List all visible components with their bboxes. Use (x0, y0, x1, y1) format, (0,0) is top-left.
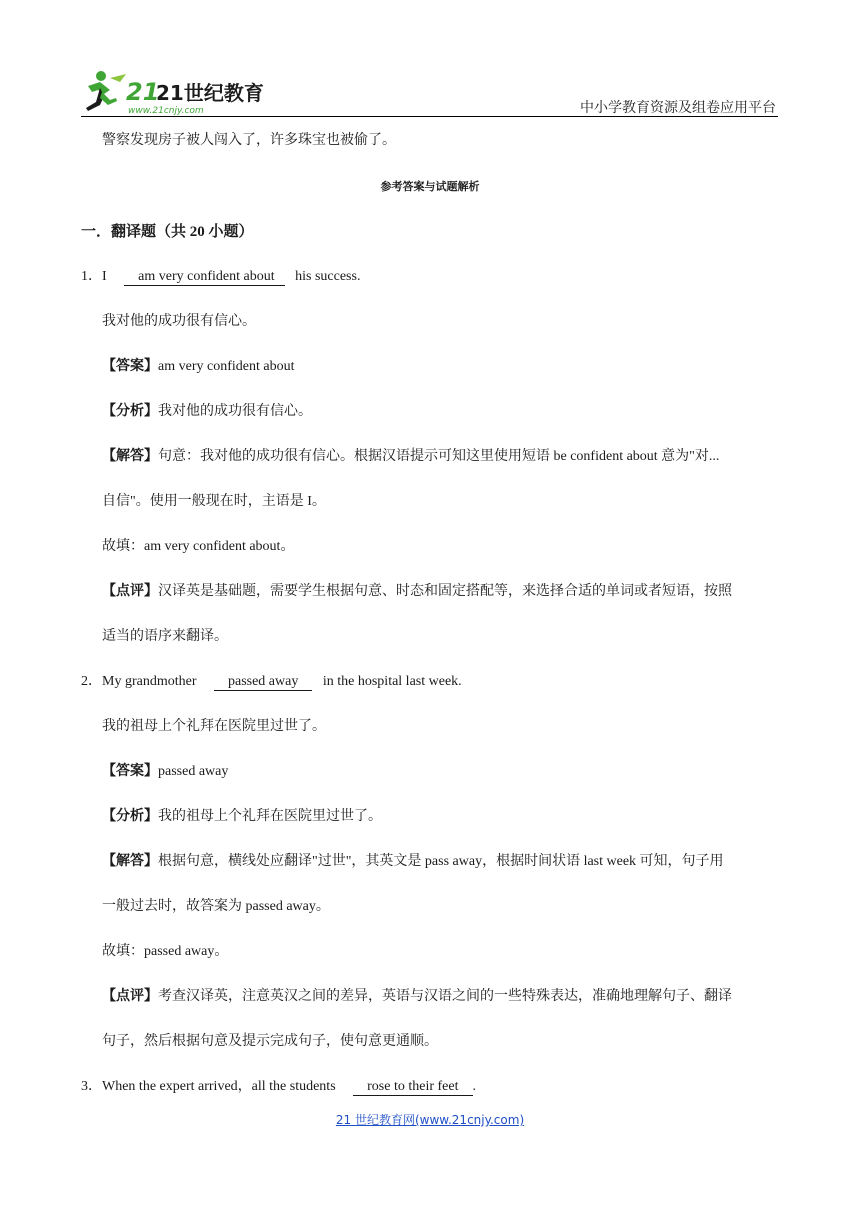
question-post: in the hospital last week. (322, 674, 462, 689)
answer-blank: am very confident about (124, 269, 284, 286)
q1-answer (102, 357, 294, 377)
comment-tag: 【点评】 (102, 989, 158, 1004)
section-title: 一．翻译题（共 20 小题） (81, 224, 254, 240)
q1-solution-cont: 自信"。使用一般现在时，主语是 I。 (102, 494, 326, 509)
answer-text: am very confident about (158, 359, 295, 374)
q2-answer (102, 762, 228, 782)
solution-text: 根据句意，横线处应翻译"过世"，其英文是 pass away，根据时间状语 last week 可知，句子用 (158, 854, 724, 869)
answer-blank: rose to their feet (353, 1079, 472, 1096)
q2-chinese: 我的祖母上个礼拜在医院里过世了。 (102, 719, 326, 734)
site-logo (80, 68, 264, 118)
question-pre: I (102, 269, 107, 284)
q2-solution (102, 852, 724, 872)
question-number: 1． (81, 269, 102, 284)
analysis-text: 我的祖母上个礼拜在医院里过世了。 (158, 809, 382, 824)
q1-fill: 故填：am very confident about。 (102, 539, 295, 554)
answer-tag: 【答案】 (102, 764, 158, 779)
page-footer (0, 1111, 860, 1128)
question-number: 3． (81, 1079, 102, 1094)
intro-line: 警察发现房子被人闯入了，许多珠宝也被偷了。 (102, 133, 396, 148)
solution-tag: 【解答】 (102, 854, 158, 869)
question-number: 2． (81, 674, 102, 689)
analysis-tag: 【分析】 (102, 404, 158, 419)
q2-comment-cont: 句子，然后根据句意及提示完成句子，使句意更通顺。 (102, 1034, 438, 1049)
footer-link[interactable]: 21 世纪教育网(www.21cnjy.com) (335, 1113, 525, 1127)
platform-name: 中小学教育资源及组卷应用平台 (580, 100, 776, 116)
header-divider (81, 116, 778, 117)
runner-icon (86, 71, 126, 111)
analysis-tag: 【分析】 (102, 809, 158, 824)
q1-solution (102, 447, 719, 467)
q1-analysis (102, 402, 312, 422)
logo-url: www.21cnjy.com (128, 106, 204, 116)
answer-text: passed away (158, 764, 229, 779)
question-1 (81, 267, 360, 287)
q2-solution-cont: 一般过去时，故答案为 passed away。 (102, 899, 330, 914)
q1-comment-cont: 适当的语序来翻译。 (102, 629, 228, 644)
solution-tag: 【解答】 (102, 449, 158, 464)
question-post: his success. (295, 269, 361, 284)
analysis-text: 我对他的成功很有信心。 (158, 404, 312, 419)
question-pre: When the expert arrived，all the students (102, 1079, 336, 1094)
answer-blank: passed away (214, 674, 312, 691)
comment-text: 汉译英是基础题，需要学生根据句意、时态和固定搭配等，来选择合适的单词或者短语，按照 (158, 584, 732, 599)
q2-comment (102, 987, 732, 1007)
q1-comment (102, 582, 732, 602)
question-post: . (472, 1079, 476, 1094)
answer-tag: 【答案】 (102, 359, 158, 374)
q1-chinese: 我对他的成功很有信心。 (102, 314, 256, 329)
q2-fill: 故填：passed away。 (102, 944, 229, 959)
question-pre: My grandmother (102, 674, 197, 689)
q2-analysis (102, 807, 382, 827)
svg-text:21: 21 (126, 78, 160, 106)
comment-tag: 【点评】 (102, 584, 158, 599)
question-2 (81, 672, 462, 692)
solution-text: 句意：我对他的成功很有信心。根据汉语提示可知这里使用短语 be confident about 意为"对... (158, 449, 720, 464)
comment-text: 考查汉译英，注意英汉之间的差异，英语与汉语之间的一些特殊表达，准确地理解句子、翻译 (158, 989, 732, 1004)
logo-text: 21世纪教育 (156, 81, 264, 105)
answer-title: 参考答案与试题解析 (380, 180, 480, 193)
question-3 (81, 1077, 476, 1097)
